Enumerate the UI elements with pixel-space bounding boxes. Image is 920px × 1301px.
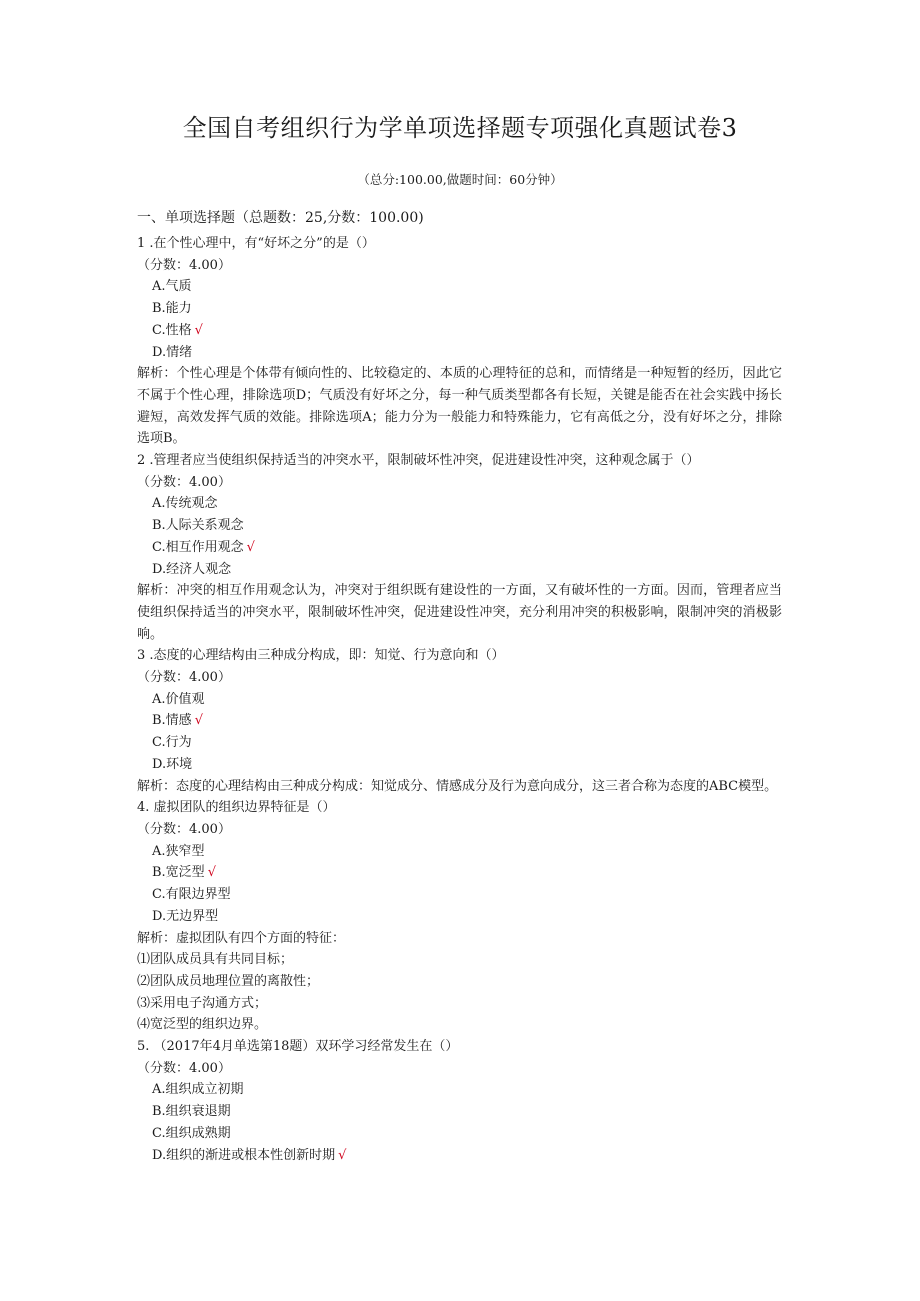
document-subtitle: （总分:100.00,做题时间：60分钟） [357, 172, 563, 187]
option-label: D.组织的渐进或根本性创新时期 [152, 1147, 336, 1163]
option-label: C.有限边界型 [152, 887, 231, 903]
document-title: 全国自考组织行为学单项选择题专项强化真题试卷3 [182, 114, 738, 142]
option-label: B.宽泛型 [152, 865, 205, 881]
option-label: D.情绪 [152, 344, 193, 360]
question-stem: 1 .在个性心理中，有“好坏之分”的是（） [137, 236, 375, 251]
answer-option [137, 342, 782, 364]
answer-option [137, 1123, 782, 1145]
explanation-text: 解析：冲突的相互作用观念认为，冲突对于组织既有建设性的一方面，又有破坏性的一方面。因而，管理者应当使组织保持适当的冲突水平，限制破坏性冲突，促进建设性冲突，充分利用冲突的积极影响，限制冲突的消极影响。 [137, 583, 782, 642]
answer-option [137, 559, 782, 581]
explanation-text: ⑶采用电子沟通方式； [137, 995, 268, 1011]
question-stem: 5. （2017年4月单选第18题）双环学习经常发生在（） [137, 1039, 459, 1055]
question-block [137, 645, 782, 797]
answer-option [137, 298, 782, 320]
explanation-text: 解析：虚拟团队有四个方面的特征： [137, 930, 346, 946]
answer-option [137, 320, 782, 342]
option-label: D.环境 [152, 756, 193, 772]
answer-option [137, 906, 782, 928]
answer-option [137, 884, 782, 906]
option-label: D.无边界型 [152, 908, 219, 924]
answer-option [137, 1101, 782, 1123]
answer-option [137, 537, 782, 559]
question-block [137, 233, 782, 450]
answer-option [137, 493, 782, 515]
explanation-text: 解析：个性心理是个体带有倾向性的、比较稳定的、本质的心理特征的总和，而情绪是一种短暂的经历，因此它不属于个性心理，排除选项D；气质没有好坏之分，每一种气质类型都各有长短，关键是能否在社会实践中扬长避短，高效发挥气质的效能。排除选项A；能力分为一般能力和特殊能力，它有高低之分，没有好坏之分，排除选项B。 [137, 366, 782, 447]
question-stem: 3 .态度的心理结构由三种成分构成，即：知觉、行为意向和（） [137, 648, 505, 664]
option-label: C.行为 [152, 735, 192, 751]
correct-check-icon: √ [246, 539, 255, 555]
answer-option [137, 276, 782, 298]
option-label: A.组织成立初期 [152, 1082, 244, 1098]
question-score: （分数：4.00） [137, 474, 231, 490]
option-label: B.组织衰退期 [152, 1104, 231, 1120]
question-score: （分数：4.00） [137, 257, 231, 273]
correct-check-icon: √ [207, 865, 216, 881]
option-label: A.狭窄型 [152, 843, 205, 859]
question-block [137, 450, 782, 645]
section-heading: 一、单项选择题（总题数：25,分数：100.00) [137, 210, 424, 226]
question-block [137, 1036, 782, 1166]
explanation-text: ⑷宽泛型的组织边界。 [137, 1017, 268, 1033]
explanation-text: ⑵团队成员地理位置的离散性； [137, 973, 320, 989]
answer-option [137, 1079, 782, 1101]
answer-option [137, 689, 782, 711]
option-label: B.能力 [152, 301, 192, 317]
question-score: （分数：4.00） [137, 670, 231, 686]
answer-option [137, 1145, 782, 1167]
answer-option [137, 732, 782, 754]
correct-check-icon: √ [338, 1147, 347, 1163]
explanation-text: 解析：态度的心理结构由三种成分构成：知觉成分、情感成分及行为意向成分，这三者合称为态度的ABC模型。 [137, 778, 778, 794]
option-label: A.气质 [152, 279, 192, 295]
question-stem: 4. 虚拟团队的组织边界特征是（） [137, 800, 336, 816]
correct-check-icon: √ [194, 713, 203, 729]
option-label: A.价值观 [152, 691, 205, 707]
option-label: B.人际关系观念 [152, 518, 244, 534]
option-label: C.性格 [152, 322, 192, 338]
question-score: （分数：4.00） [137, 821, 231, 837]
explanation-text: ⑴团队成员具有共同目标； [137, 952, 294, 968]
question-list [137, 233, 782, 1166]
option-label: B.情感 [152, 713, 192, 729]
answer-option [137, 862, 782, 884]
question-stem: 2 .管理者应当使组织保持适当的冲突水平，限制破坏性冲突，促进建设性冲突，这种观念属于（） [137, 453, 700, 469]
answer-option [137, 841, 782, 863]
answer-option [137, 754, 782, 776]
option-label: C.相互作用观念 [152, 539, 244, 555]
question-block [137, 797, 782, 1036]
option-label: D.经济人观念 [152, 561, 232, 577]
question-score: （分数：4.00） [137, 1060, 231, 1076]
correct-check-icon: √ [194, 322, 203, 338]
option-label: C.组织成熟期 [152, 1125, 231, 1141]
option-label: A.传统观念 [152, 496, 218, 512]
answer-option [137, 710, 782, 732]
answer-option [137, 515, 782, 537]
